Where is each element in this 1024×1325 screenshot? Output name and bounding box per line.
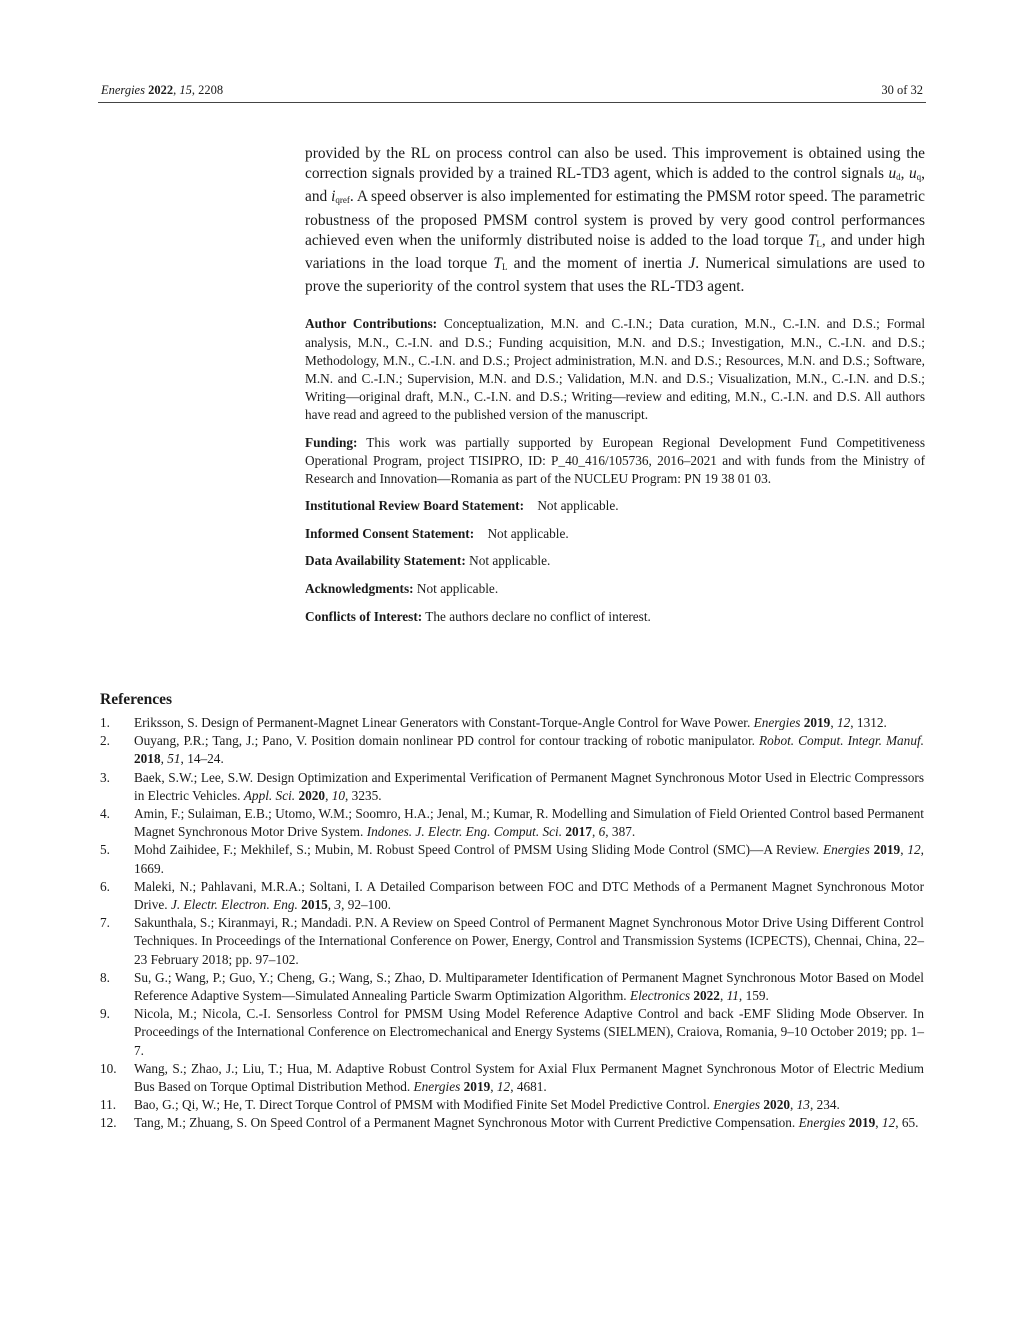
reference-text: Baek, S.W.; Lee, S.W. Design Optimization and Experimental Verification of Permanent Magnet Synchronous Motor Used in Electric Compressors in Electric Vehicles. xyxy=(134,769,924,803)
back-matter xyxy=(305,315,925,625)
symbol-ud: u xyxy=(888,165,897,183)
symbol-uq: u xyxy=(908,165,917,183)
reference-text: Ouyang, P.R.; Tang, J.; Pano, V. Position domain nonlinear PD control for contour tracking of robotic manipulator. xyxy=(134,733,760,749)
reference-volume: 12 xyxy=(907,842,921,858)
symbol-iqref: i xyxy=(331,188,336,206)
reference-number: 7. xyxy=(100,915,110,931)
symbol-tl-2: T xyxy=(493,255,502,273)
reference-pages: , 1312. xyxy=(850,715,887,730)
symbol-j: J xyxy=(688,255,696,273)
reference-volume: 12 xyxy=(836,715,851,730)
reference-year: 2020 xyxy=(763,1097,790,1113)
reference-item: 12. Tang, M.; Zhuang, S. On Speed Control of a Permanent Magnet Synchronous Motor with Current Predictive Compensation. Energies 2019, 12, 65. xyxy=(100,1114,924,1132)
reference-year: 2015 xyxy=(301,897,328,913)
reference-number: 3. xyxy=(100,769,110,785)
reference-pages: , 92–100. xyxy=(341,897,391,913)
reference-volume: 11 xyxy=(726,988,739,1004)
reference-text: Maleki, N.; Pahlavani, M.R.A.; Soltani, I. A Detailed Comparison between FOC and DTC Methods of a Permanent Magnet Synchronous Motor Drive. xyxy=(134,878,924,913)
reference-text: Su, G.; Wang, P.; Guo, Y.; Cheng, G.; Wang, S.; Zhao, D. Multiparameter Identification of Permanent Magnet Synchronous Motor Based on Model Reference Adaptive System—Simulated Annealing Particle Swarm Optimization Algorithm. xyxy=(134,969,924,1004)
reference-text: Sakunthala, S.; Kiranmayi, R.; Mandadi. P.N. A Review on Speed Control of Permanent Magnet Synchronous Motor Drive Using Different Control Techniques. In Proceedings of the International Conference on Power, Energy, Control and Transmission Systems (ICPECTS), Chennai, China, 22–23 February 2018; pp. 97–102. xyxy=(134,915,924,967)
reference-number: 2. xyxy=(100,733,110,749)
reference-item: 4. Amin, F.; Sulaiman, E.B.; Utomo, W.M.; Soomro, H.A.; Jenal, M.; Kumar, R. Modelling and Simulation of Field Oriented Control based Permanent Magnet Synchronous Motor Drive System. Indones. J. Electr. Eng. Comput. Sci. 2017, 6, 387. xyxy=(100,806,924,840)
reference-number: 5. xyxy=(100,842,110,858)
page-header xyxy=(98,80,926,103)
reference-journal: Indones. J. Electr. Eng. Comput. Sci. xyxy=(366,824,563,840)
reference-journal: J. Electr. Electron. Eng. xyxy=(170,897,298,913)
reference-journal: Appl. Sci. xyxy=(243,787,296,803)
reference-item: 8. Su, G.; Wang, P.; Guo, Y.; Cheng, G.; Wang, S.; Zhao, D. Multiparameter Identification of Permanent Magnet Synchronous Motor Based on Model Reference Adaptive System—Simulated Annealing Particle Swarm Optimization Algorithm. Electronics 2022, 11, 159. xyxy=(100,969,924,1004)
reference-pages: , 1669. xyxy=(134,842,924,876)
author-contributions: Author Contributions: Conceptualization, M.N. and C.-I.N.; Data curation, M.N., C.-I.N. and D.S.; Formal analysis, M.N., C.-I.N. and D.S.; Funding acquisition, M.N. and D.S.; Investigation, M.N., C.-I.N. and D.S.; Methodology, M.N., C.-I.N. and D.S.; Project administration, M.N. and D.S.; Resources, M.N. and D.S.; Software, M.N. and C.-I.N.; Supervision, M.N. and D.S.; Validation, M.N. and D.S.; Visualization, M.N., C.-I.N. and D.S.; Writing—original draft, M.N., C.-I.N. and D.S.; Writing—review and editing, M.N., C.-I.N. and D.S. All authors have read and agreed to the published version of the manuscript. xyxy=(305,316,926,423)
reference-year: 2020 xyxy=(298,787,326,803)
references-heading: References xyxy=(100,691,173,708)
reference-journal: Energies xyxy=(822,842,870,858)
reference-year: 2017 xyxy=(565,824,592,840)
article-number: 2208 xyxy=(198,83,224,97)
reference-text: Eriksson, S. Design of Permanent-Magnet Linear Generators with Constant-Torque-Angle Control for Wave Power. xyxy=(134,715,754,730)
reference-journal: Electronics xyxy=(629,988,691,1004)
data-availability-statement: Data Availability Statement: Not applicable. xyxy=(305,553,551,569)
references-list xyxy=(100,714,924,1133)
reference-volume: 6 xyxy=(598,824,606,840)
reference-text: Mohd Zaihidee, F.; Mekhilef, S.; Mubin, M. Robust Speed Control of PMSM Using Sliding Mode Control (SMC)—A Review. xyxy=(134,842,823,858)
conclusion-paragraph: provided by the RL on process control can also be used. This improvement is obtained using the correction signals provided by a trained RL-TD3 agent, which is added to the control signals $u_d$, $u_q$, and $i_{qref}$. A speed observer is also implemented for estimating the PMSM rotor speed. The parametric robustness of the proposed PMSM control system is proved by very good control performances achieved even when the uniformly distributed noise is added to the load torque $T_L$, and under high variations in the load torque $T_L$ and the moment of inertia J. Numerical simulations are used to prove the superiority of the control system that uses the RL-TD3 agent. xyxy=(305,145,926,296)
reference-volume: 13 xyxy=(796,1097,810,1113)
journal-name: Energies xyxy=(101,83,145,97)
conflicts-of-interest: Conflicts of Interest: The authors declare no conflict of interest. xyxy=(305,608,651,624)
reference-item: 6. Maleki, N.; Pahlavani, M.R.A.; Soltani, I. A Detailed Comparison between FOC and DTC Methods of a Permanent Magnet Synchronous Motor Drive. J. Electr. Electron. Eng. 2015, 3, 92–100. xyxy=(100,878,924,913)
references-section xyxy=(100,691,924,1133)
reference-pages: , 387. xyxy=(605,824,636,840)
acknowledgments: Acknowledgments: Not applicable. xyxy=(305,581,499,597)
reference-number: 12. xyxy=(100,1115,117,1131)
reference-volume: 51 xyxy=(167,751,181,767)
irb-statement: Institutional Review Board Statement: Not applicable. xyxy=(305,498,619,514)
reference-item xyxy=(100,1005,924,1060)
reference-pages: , 234. xyxy=(809,1097,840,1113)
reference-journal: Energies xyxy=(713,1097,761,1113)
reference-volume: 3 xyxy=(334,897,342,913)
reference-item: 11. Bao, G.; Qi, W.; He, T. Direct Torque Control of PMSM with Modified Finite Set Model Predictive Control. Energies 2020, 13, 234. xyxy=(100,1096,924,1114)
reference-volume: 10 xyxy=(331,787,346,803)
reference-number: 4. xyxy=(100,806,110,822)
reference-journal: Robot. Comput. Integr. Manuf. xyxy=(759,733,924,749)
reference-item: 3. Baek, S.W.; Lee, S.W. Design Optimization and Experimental Verification of Permanent Magnet Synchronous Motor Used in Electric Compressors in Electric Vehicles. Appl. Sci. 2020, 10, 3235. xyxy=(100,769,924,803)
symbol-tl: T xyxy=(807,231,817,249)
reference-number: 6. xyxy=(100,878,110,894)
reference-year: 2019 xyxy=(803,715,831,730)
reference-year: 2022 xyxy=(693,988,720,1004)
reference-journal: Energies xyxy=(753,715,801,730)
page-number: 30 of 32 xyxy=(881,83,923,97)
reference-number: 9. xyxy=(100,1006,110,1022)
reference-number: 10. xyxy=(100,1060,117,1076)
reference-year: 2018 xyxy=(134,751,161,767)
reference-year: 2019 xyxy=(873,842,901,858)
reference-journal: Energies xyxy=(798,1115,846,1131)
reference-volume: 12 xyxy=(496,1079,511,1095)
reference-volume: 12 xyxy=(881,1115,896,1131)
reference-number: 8. xyxy=(100,969,110,985)
main-column xyxy=(305,144,925,635)
reference-year: 2019 xyxy=(848,1115,876,1131)
reference-pages: , 14–24. xyxy=(180,751,224,767)
reference-item: 5. Mohd Zaihidee, F.; Mekhilef, S.; Mubin, M. Robust Speed Control of PMSM Using Sliding Mode Control (SMC)—A Review. Energies 2019, 12, 1669. xyxy=(100,842,924,876)
reference-item: 1. Eriksson, S. Design of Permanent-Magnet Linear Generators with Constant-Torque-Angle Control for Wave Power. Energies 2019, 12, 1312. xyxy=(100,714,924,732)
reference-item xyxy=(100,914,924,969)
journal-citation: Energies 2022, 15, 2208 xyxy=(101,83,224,97)
reference-number: 1. xyxy=(100,715,110,730)
reference-pages: , 159. xyxy=(738,988,769,1004)
reference-text: Wang, S.; Zhao, J.; Liu, T.; Hua, M. Adaptive Robust Control System for Axial Flux Permanent Magnet Synchronous Motor of Electric Medium Bus Based on Torque Optimal Distribution Method. xyxy=(134,1060,924,1095)
consent-statement: Informed Consent Statement: Not applicable. xyxy=(305,525,569,541)
reference-item: 10. Wang, S.; Zhao, J.; Liu, T.; Hua, M. Adaptive Robust Control System for Axial Flux Permanent Magnet Synchronous Motor of Electric Medium Bus Based on Torque Optimal Distribution Method. Energies 2019, 12, 4681. xyxy=(100,1060,924,1095)
reference-text: Amin, F.; Sulaiman, E.B.; Utomo, W.M.; Soomro, H.A.; Jenal, M.; Kumar, R. Modelling and Simulation of Field Oriented Control based Permanent Magnet Synchronous Motor Drive System. xyxy=(134,806,924,840)
journal-year: 2022 xyxy=(148,83,174,97)
reference-text: Nicola, M.; Nicola, C.-I. Sensorless Control for PMSM Using Model Reference Adaptive Control and back -EMF Sliding Mode Observer. In Proceedings of the International Conference on Electromechanical and Energy Systems (SIELMEN), Craiova, Romania, 9–10 October 2019; pp. 1–7. xyxy=(134,1006,924,1058)
reference-item: 2. Ouyang, P.R.; Tang, J.; Pano, V. Position domain nonlinear PD control for contour tracking of robotic manipulator. Robot. Comput. Integr. Manuf. 2018, 51, 14–24. xyxy=(100,733,924,767)
reference-pages: , 65. xyxy=(895,1115,919,1131)
reference-pages: , 3235. xyxy=(345,787,382,803)
reference-year: 2019 xyxy=(463,1079,491,1095)
reference-journal: Energies xyxy=(413,1079,461,1095)
funding-statement: Funding: This work was partially supported by European Regional Development Fund Competitiveness Operational Program, project TISIPRO, ID: P_40_416/105736, 2016–2021 and with funds from the Ministry of Research and Innovation—Romania as part of the NUCLEU Program: PN 19 38 01 03. xyxy=(305,434,925,487)
reference-pages: , 4681. xyxy=(510,1079,547,1095)
journal-volume: 15 xyxy=(179,83,192,97)
reference-text: Tang, M.; Zhuang, S. On Speed Control of a Permanent Magnet Synchronous Motor with Current Predictive Compensation. xyxy=(134,1115,799,1131)
reference-number: 11. xyxy=(100,1097,117,1113)
reference-text: Bao, G.; Qi, W.; He, T. Direct Torque Control of PMSM with Modified Finite Set Model Predictive Control. xyxy=(134,1097,714,1113)
